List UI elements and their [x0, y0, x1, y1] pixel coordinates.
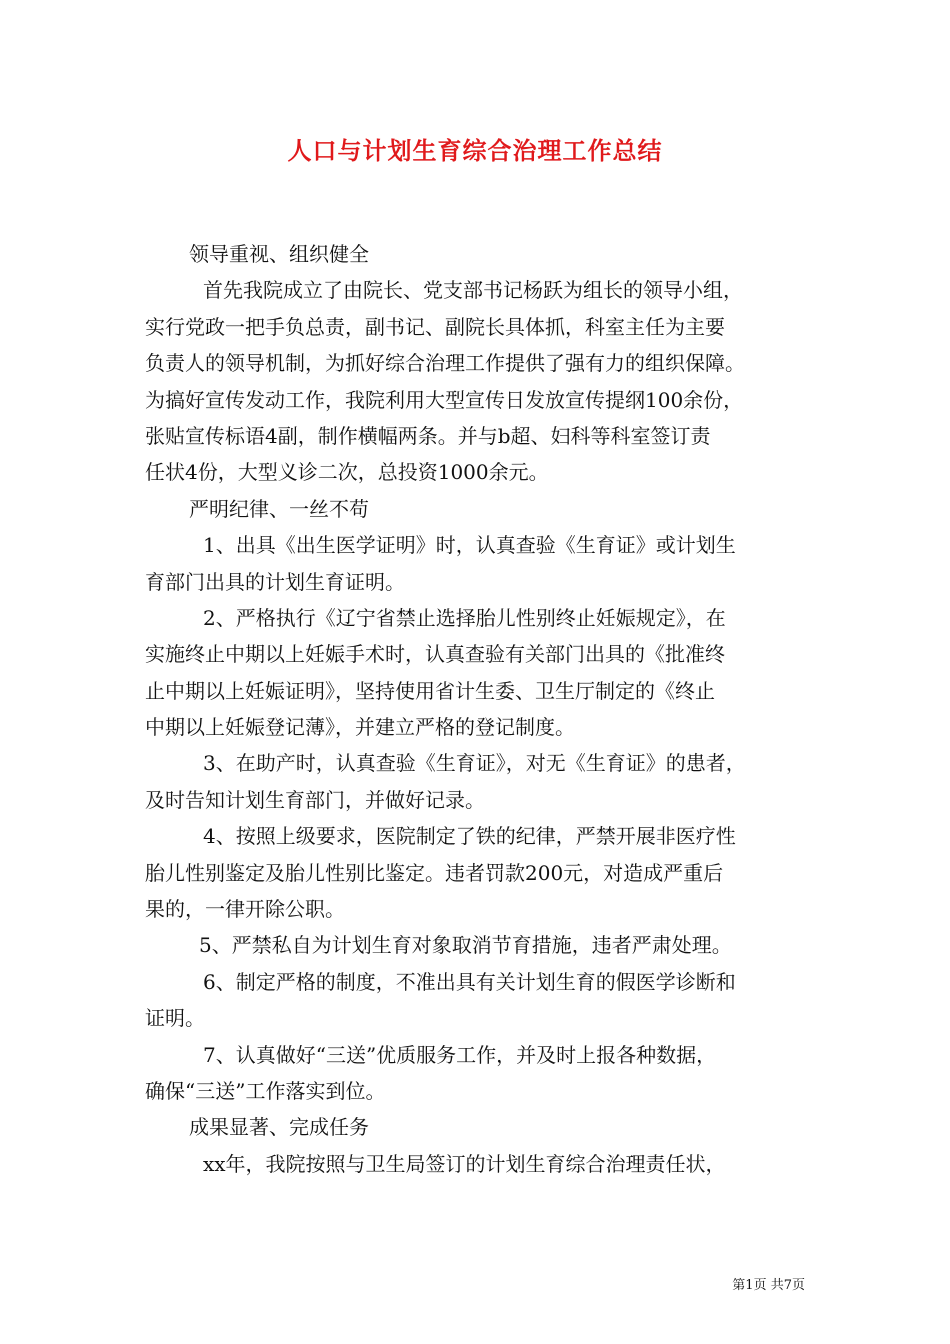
document-body	[145, 236, 815, 1182]
paragraph-line: 实行党政一把手负总责，副书记、副院长具体抓，科室主任为主要	[145, 314, 725, 339]
section-heading: 领导重视、组织健全	[189, 242, 369, 266]
paragraph-line: xx年，我院按照与卫生局签订的计划生育综合治理责任状，	[203, 1151, 726, 1176]
footer-prefix: 第	[732, 1278, 746, 1293]
paragraph-line: 止中期以上妊娠证明》，坚持使用省计生委、卫生厅制定的《终止	[145, 678, 715, 703]
paragraph-line: 果的，一律开除公职。	[145, 897, 345, 922]
footer-suffix: 页	[791, 1278, 805, 1293]
paragraph-line: 张贴宣传标语4副，制作横幅两条。并与b超、妇科等科室签订责	[145, 423, 711, 448]
paragraph-line: 4、按照上级要求，医院制定了铁的纪律，严禁开展非医疗性	[203, 824, 736, 849]
footer-current-page: 1	[745, 1278, 754, 1293]
paragraph-line: 5、严禁私自为计划生育对象取消节育措施，违者严肃处理。	[199, 933, 732, 958]
section-heading: 成果显著、完成任务	[189, 1115, 369, 1140]
paragraph-line: 育部门出具的计划生育证明。	[145, 569, 405, 594]
paragraph-line: 中期以上妊娠登记薄》，并建立严格的登记制度。	[145, 715, 575, 740]
paragraph-line: 实施终止中期以上妊娠手术时，认真查验有关部门出具的《批准终	[145, 642, 725, 667]
paragraph-line: 确保“三送”工作落实到位。	[145, 1078, 386, 1103]
document-title: 人口与计划生育综合治理工作总结	[287, 136, 663, 165]
footer-total-pages: 7	[783, 1278, 792, 1293]
paragraph-line: 及时告知计划生育部门，并做好记录。	[145, 787, 485, 812]
page-footer	[732, 1276, 805, 1296]
paragraph-line: 胎儿性别鉴定及胎儿性别比鉴定。违者罚款200元，对造成严重后	[145, 860, 724, 885]
footer-middle: 页 共	[753, 1278, 784, 1293]
paragraph-line: 7、认真做好“三送”优质服务工作，并及时上报各种数据，	[203, 1042, 717, 1067]
paragraph-line: 3、在助产时，认真查验《生育证》，对无《生育证》的患者，	[203, 751, 746, 776]
section-heading: 严明纪律、一丝不苟	[189, 496, 369, 521]
paragraph-line: 为搞好宣传发动工作，我院利用大型宣传日发放宣传提纲100余份，	[145, 387, 744, 412]
paragraph-line: 6、制定严格的制度，不准出具有关计划生育的假医学诊断和	[203, 969, 736, 994]
paragraph-line: 任状4份，大型义诊二次，总投资1000余元。	[145, 460, 549, 485]
paragraph-line: 1、出具《出生医学证明》时，认真查验《生育证》或计划生	[203, 533, 736, 558]
paragraph-line: 首先我院成立了由院长、党支部书记杨跃为组长的领导小组，	[203, 278, 743, 303]
paragraph-line: 负责人的领导机制，为抓好综合治理工作提供了强有力的组织保障。	[145, 351, 745, 376]
paragraph-line: 证明。	[145, 1006, 205, 1031]
paragraph-line: 2、严格执行《辽宁省禁止选择胎儿性别终止妊娠规定》，在	[203, 605, 726, 630]
